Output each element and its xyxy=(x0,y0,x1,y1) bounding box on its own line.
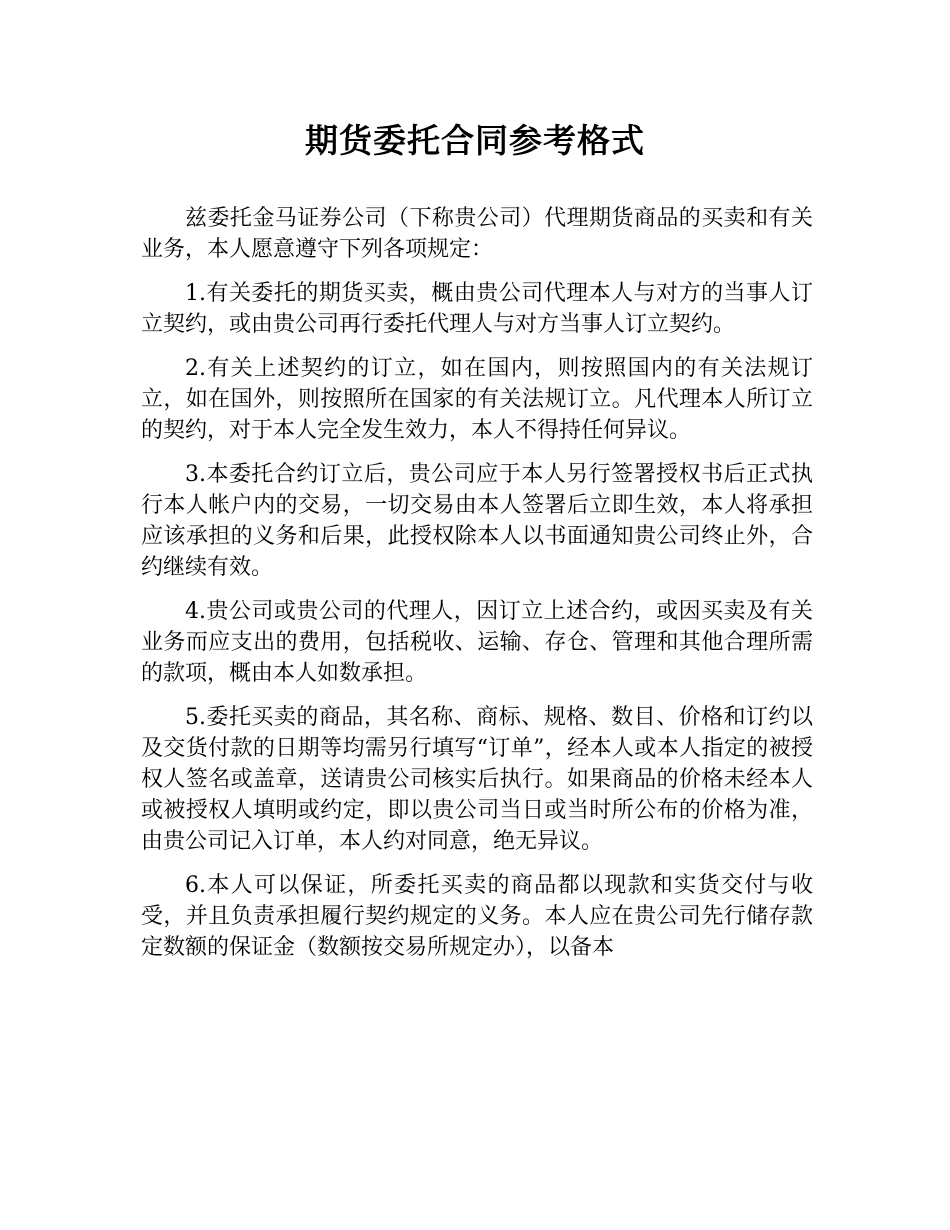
clause-1-paragraph: 1.有关委托的期货买卖，概由贵公司代理本人与对方的当事人订立契约，或由贵公司再行委托代理人与对方当事人订立契约。 xyxy=(141,281,813,337)
clause-4-paragraph: 4.贵公司或贵公司的代理人，因订立上述合约，或因买卖及有关业务而应支出的费用，包括税收、运输、存仓、管理和其他合理所需的款项，概由本人如数承担。 xyxy=(141,599,813,686)
clause-6-paragraph: 6.本人可以保证，所委托买卖的商品都以现款和实货交付与收受，并且负责承担履行契约规定的义务。本人应在贵公司先行储存款定数额的保证金（数额按交易所规定办），以备本 xyxy=(141,873,813,960)
clause-5-paragraph: 5.委托买卖的商品，其名称、商标、规格、数目、价格和订约以及交货付款的日期等均需另行填写“订单”，经本人或本人指定的被授权人签名或盖章，送请贵公司核实后执行。如果商品的价格未经本人或被授权人填明或约定，即以贵公司当日或当时所公布的价格为准，由贵公司记入订单，本人约对同意，绝无异议。 xyxy=(141,705,813,854)
clause-2-paragraph: 2.有关上述契约的订立，如在国内，则按照国内的有关法规订立，如在国外，则按照所在国家的有关法规订立。凡代理本人所订立的契约，对于本人完全发生效力，本人不得持任何异议。 xyxy=(141,356,813,443)
clause-3-paragraph: 3.本委托合约订立后，贵公司应于本人另行签署授权书后正式执行本人帐户内的交易，一切交易由本人签署后立即生效，本人将承担应该承担的义务和后果，此授权除本人以书面通知贵公司终止外，合约继续有效。 xyxy=(141,462,813,580)
document-body xyxy=(141,203,813,976)
intro-paragraph: 兹委托金马证券公司（下称贵公司）代理期货商品的买卖和有关业务，本人愿意遵守下列各项规定： xyxy=(141,206,813,262)
document-title: 期货委托合同参考格式 xyxy=(305,121,645,160)
